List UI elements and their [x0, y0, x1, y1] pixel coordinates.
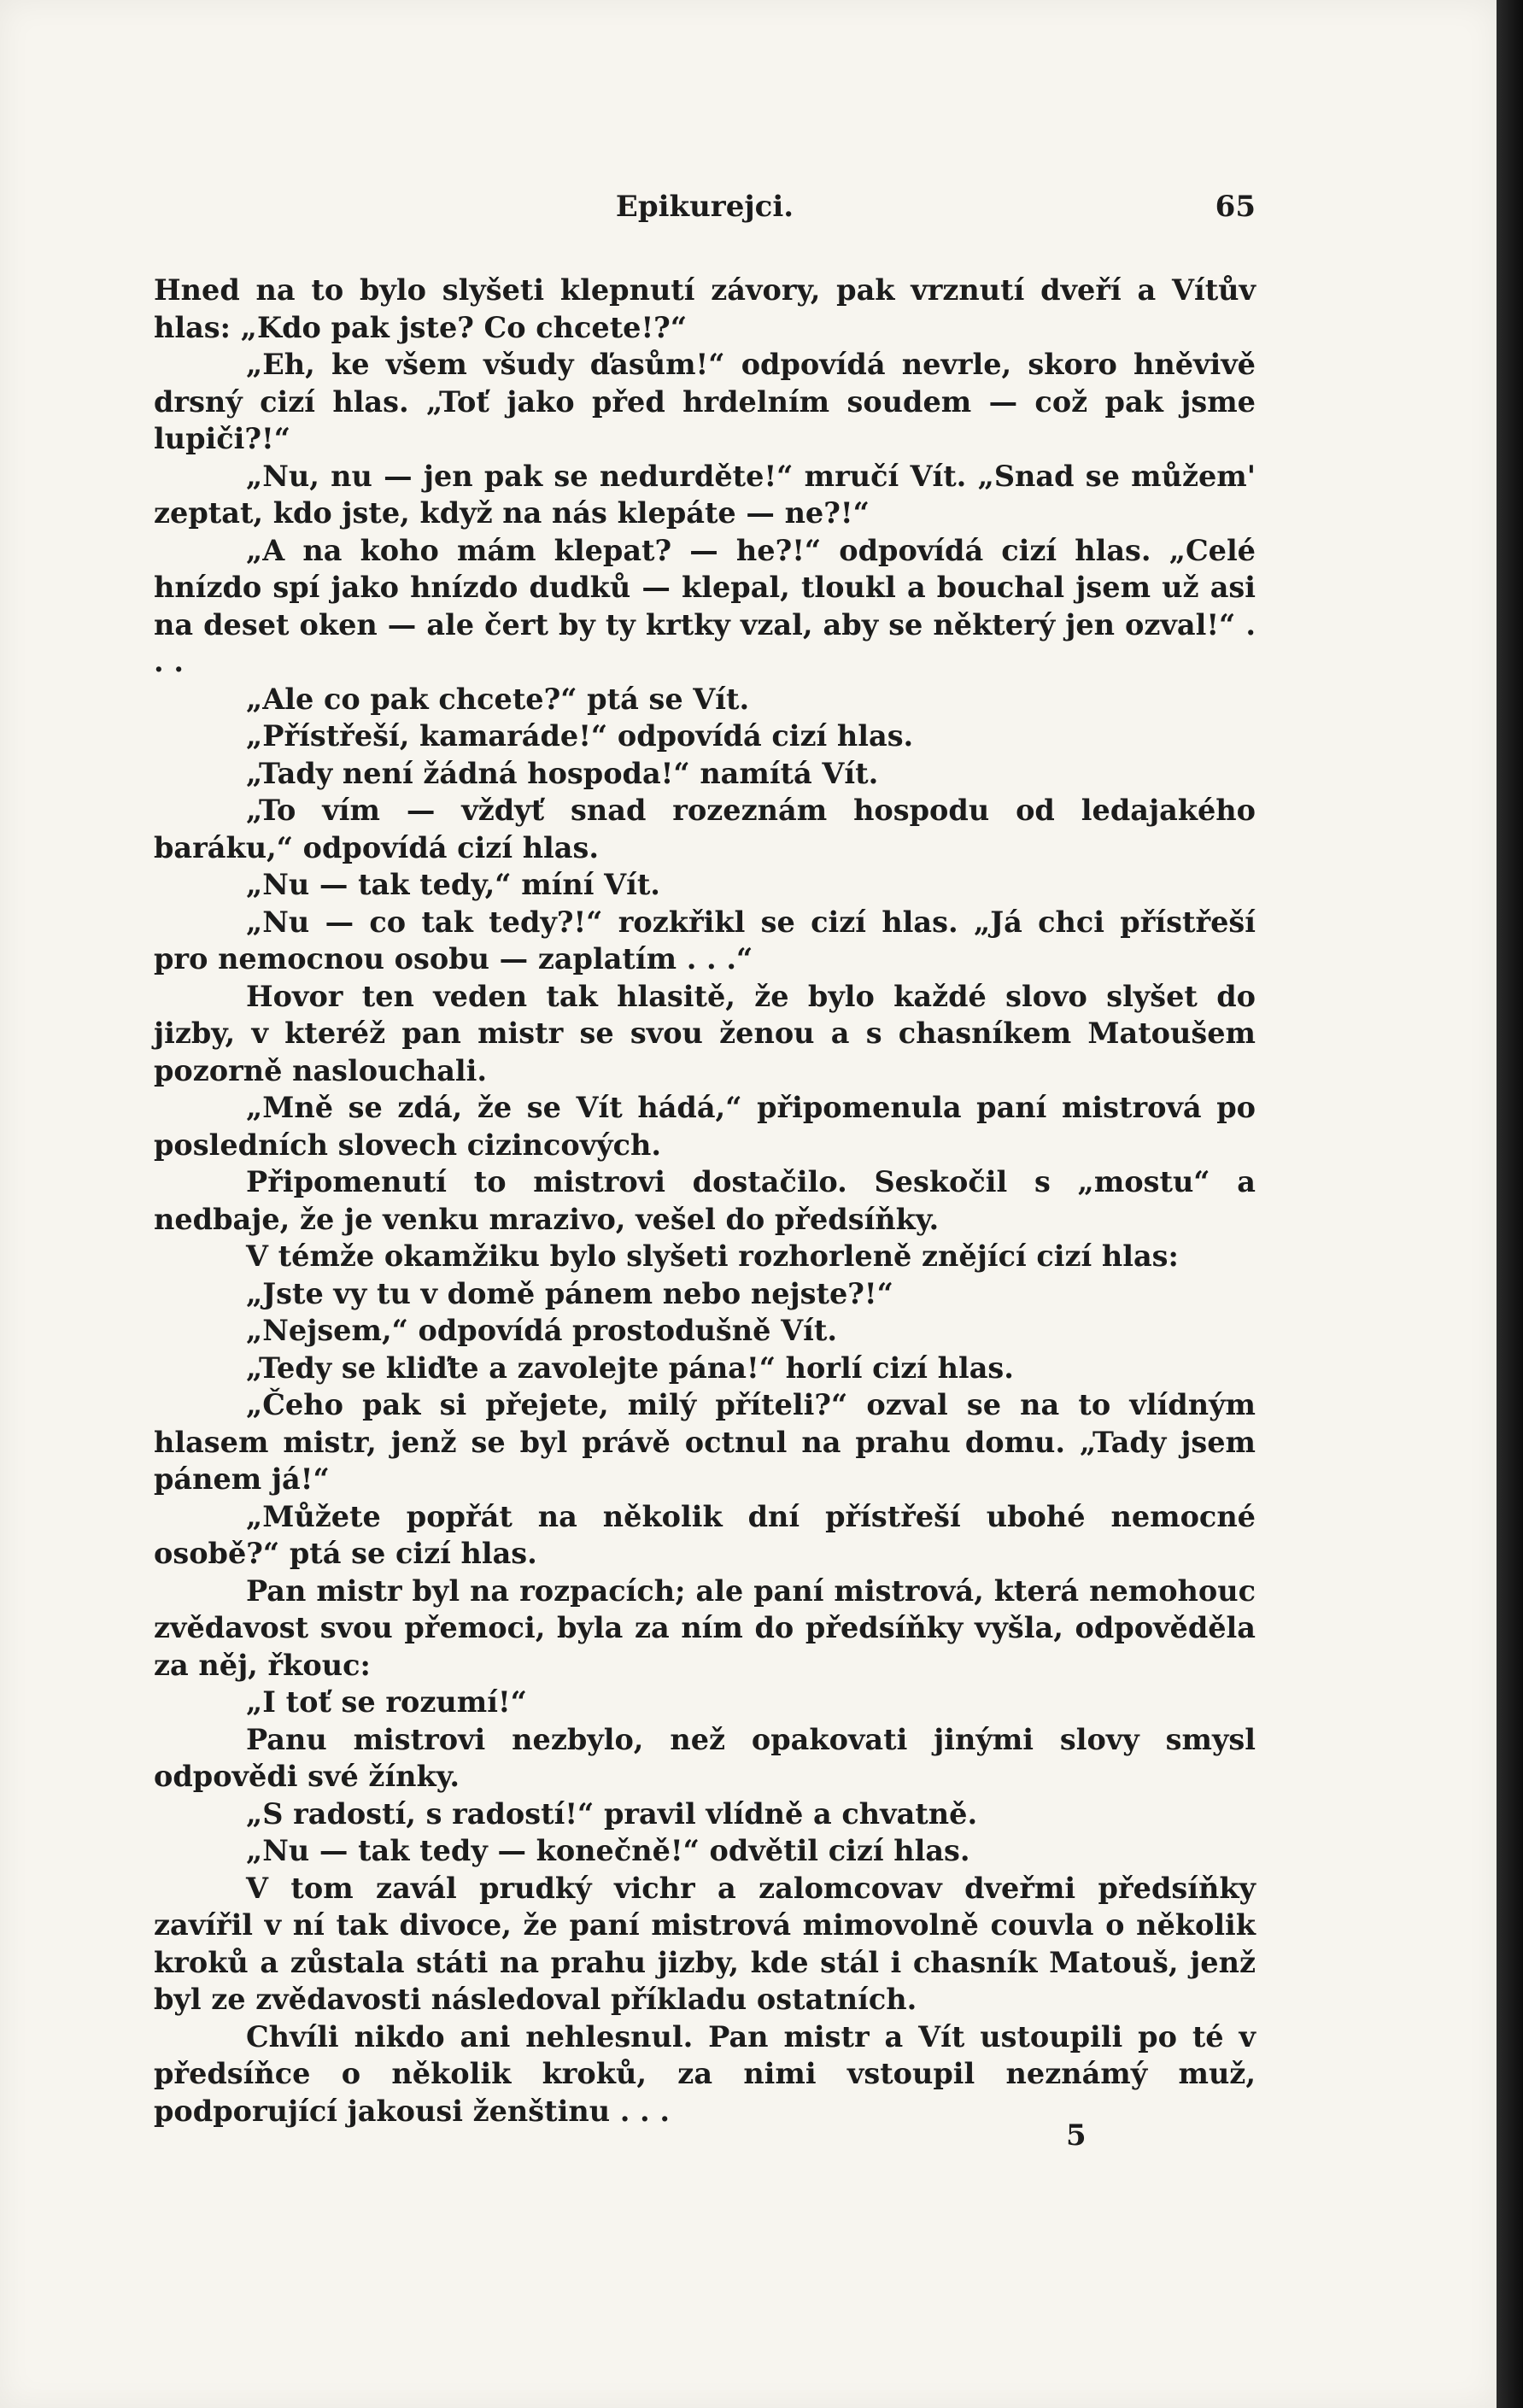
paragraph: „Nu, nu — jen pak se nedurděte!“ mručí Vít. „Snad se můžem' zeptat, kdo jste, když na nás klepáte — ne?!“	[154, 459, 1256, 530]
paragraph: „Ale co pak chcete?“ ptá se Vít.	[246, 682, 750, 716]
paragraph: V tom zavál prudký vichr a zalomcovav dveřmi předsíňky zavířil v ní tak divoce, že paní mistrová mimovolně couvla o několik kroků a zůstala státi na prahu jizby, kde stál i chasník Matouš, jenž byl ze zvědavosti následoval příkladu ostatních.	[154, 1871, 1256, 2016]
scan-edge	[1497, 0, 1523, 2408]
paragraph: „Nu — tak tedy,“ míní Vít.	[246, 868, 660, 901]
paragraph: „Mně se zdá, že se Vít hádá,“ připomenula paní mistrová po posledních slovech cizincových.	[154, 1091, 1256, 1162]
paragraph: „S radostí, s radostí!“ pravil vlídně a chvatně.	[246, 1796, 978, 1831]
running-head: Epikurejci.	[615, 190, 794, 224]
paragraph: „To vím — vždyť snad rozeznám hospodu od ledajakého baráku,“ odpovídá cizí hlas.	[154, 794, 1256, 864]
body-text	[154, 272, 1256, 2130]
paragraph: „A na koho mám klepat? — he?!“ odpovídá cizí hlas. „Celé hnízdo spí jako hnízdo dudků — klepal, tloukl a bouchal jsem už asi na deset oken — ale čert by ty krtky vzal, aby se některý jen ozval!“ . . .	[154, 533, 1256, 678]
paragraph: Pan mistr byl na rozpacích; ale paní mistrová, která nemohouc zvědavost svou přemoci, byla za ním do předsíňky vyšla, odpověděla za něj, řkouc:	[154, 1573, 1256, 1682]
paragraph: „Přístřeší, kamaráde!“ odpovídá cizí hlas.	[246, 719, 914, 753]
paragraph: „Eh, ke všem všudy ďasům!“ odpovídá nevrle, skoro hněvivě drsný cizí hlas. „Toť jako před hrdelním soudem — což pak jsme lupiči?!“	[154, 348, 1256, 455]
paragraph: „I toť se rozumí!“	[246, 1685, 527, 1719]
paragraph: Hned na to bylo slyšeti klepnutí závory, pak vrznutí dveří a Vítův hlas: „Kdo pak jste? Co chcete!?“	[154, 273, 1256, 344]
paragraph: „Můžete popřát na několik dní přístřeší ubohé nemocné osobě?“ ptá se cizí hlas.	[154, 1499, 1256, 1570]
paragraph: V témže okamžiku bylo slyšeti rozhorleně znějící cizí hlas:	[246, 1239, 1179, 1273]
paragraph: „Nejsem,“ odpovídá prostodušně Vít.	[246, 1314, 837, 1347]
paragraph: „Tady není žádná hospoda!“ namítá Vít.	[246, 756, 879, 790]
paragraph: „Čeho pak si přejete, milý příteli?“ ozval se na to vlídným hlasem mistr, jenž se byl právě octnul na prahu domu. „Tady jsem pánem já!“	[154, 1388, 1256, 1496]
page-header	[154, 190, 1256, 241]
paragraph: „Jste vy tu v domě pánem nebo nejste?!“	[246, 1276, 893, 1310]
page-number: 65	[1215, 190, 1256, 224]
paragraph: Chvíli nikdo ani nehlesnul. Pan mistr a Vít ustoupili po té v předsíňce o několik kroků, za nimi vstoupil neznámý muž, podporující jakousi ženštinu . . .	[154, 2019, 1256, 2128]
paragraph: „Nu — co tak tedy?!“ rozkřikl se cizí hlas. „Já chci přístřeší pro nemocnou osobu — zaplatím . . .“	[154, 905, 1256, 976]
paragraph: Připomenutí to mistrovi dostačilo. Seskočil s „mostu“ a nedbaje, že je venku mrazivo, vešel do předsíňky.	[154, 1165, 1256, 1236]
signature-mark: 5	[1066, 2118, 1087, 2153]
paragraph: Hovor ten veden tak hlasitě, že bylo každé slovo slyšet do jizby, v kteréž pan mistr se svou ženou a s chasníkem Matoušem pozorně naslouchali.	[154, 979, 1256, 1087]
paragraph: „Tedy se kliďte a zavolejte pána!“ horlí cizí hlas.	[246, 1350, 1014, 1385]
paragraph: „Nu — tak tedy — konečně!“ odvětil cizí hlas.	[246, 1834, 970, 1867]
paragraph: Panu mistrovi nezbylo, než opakovati jinými slovy smysl odpovědi své žínky.	[154, 1722, 1256, 1793]
